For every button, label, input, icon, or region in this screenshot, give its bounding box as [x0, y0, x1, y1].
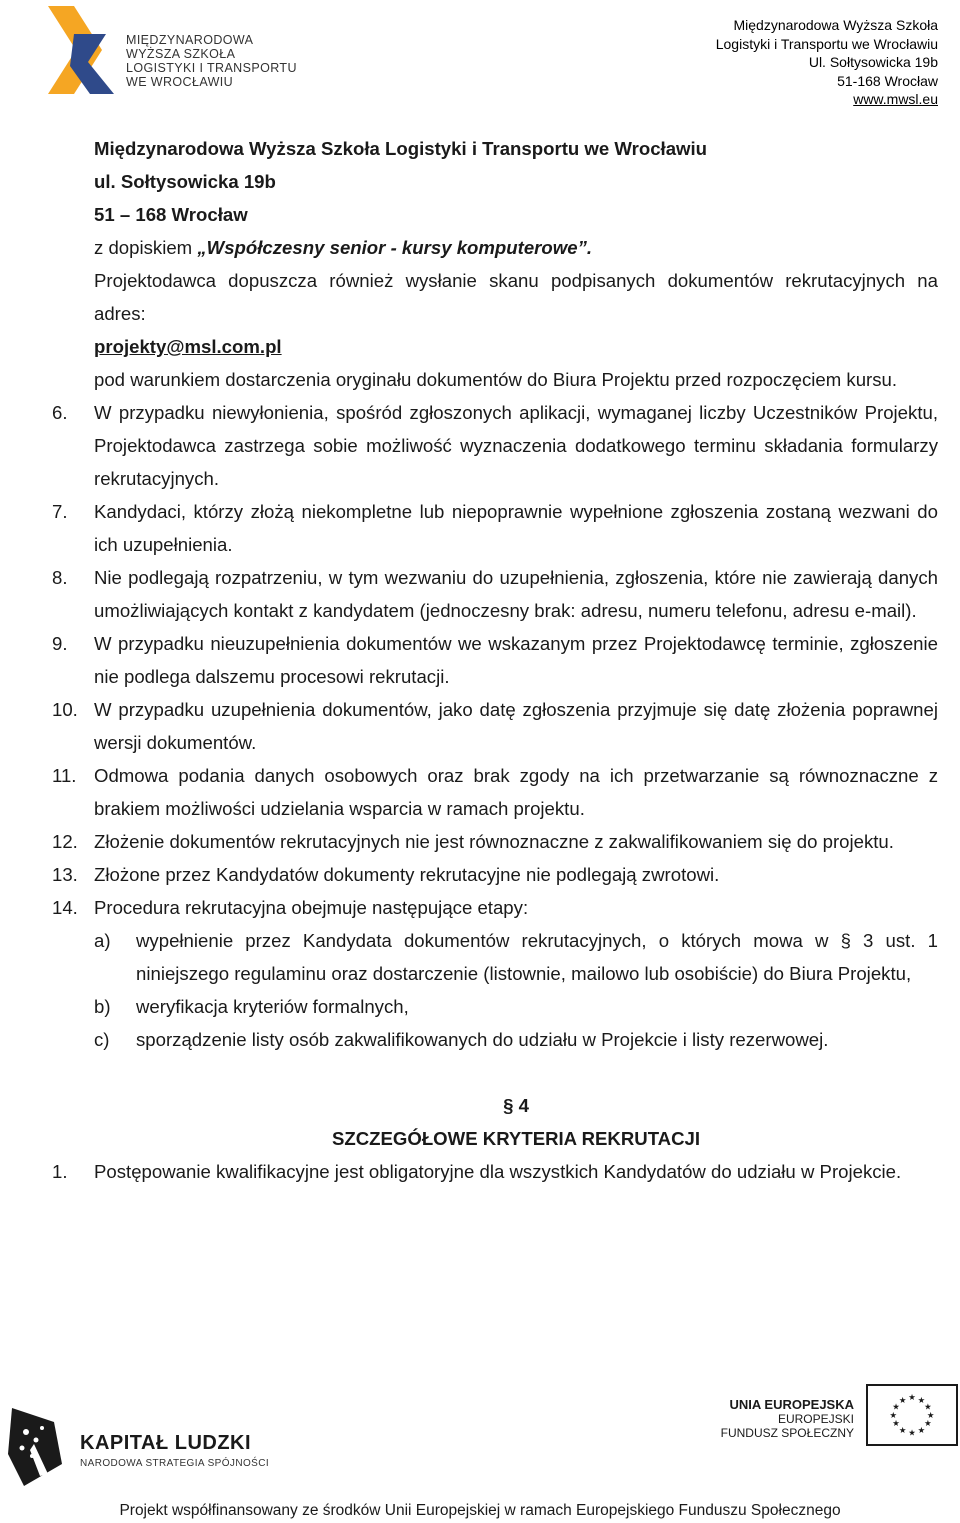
- item-number: 14.: [52, 897, 78, 918]
- address-street: ul. Sołtysowicka 19b: [94, 171, 276, 192]
- document-body: [52, 132, 938, 1188]
- eu-line: FUNDUSZ SPOŁECZNY: [720, 1426, 854, 1440]
- svg-text:★: ★: [908, 1392, 916, 1403]
- numbered-list: [52, 396, 938, 1056]
- list-item: [52, 858, 938, 891]
- list-item: [52, 396, 938, 495]
- item-text: Postępowanie kwalifikacyjne jest obligatoryjne dla wszystkich Kandydatów do udziału w Projekcie.: [94, 1161, 902, 1182]
- item-number: 12.: [52, 831, 78, 852]
- list-item: [52, 825, 938, 858]
- svg-text:★: ★: [892, 1401, 900, 1412]
- website-link[interactable]: www.mwsl.eu: [853, 91, 938, 107]
- svg-text:★: ★: [917, 1394, 926, 1405]
- svg-text:★: ★: [898, 1424, 907, 1435]
- address-line: Ul. Sołtysowicka 19b: [808, 54, 938, 70]
- logo-line: LOGISTYKI I TRANSPORTU: [126, 61, 297, 75]
- note-prefix: z dopiskiem: [94, 237, 198, 258]
- eu-line: EUROPEJSKI: [777, 1412, 854, 1426]
- university-logo-text: [126, 33, 297, 89]
- item-text: W przypadku nieuzupełnienia dokumentów we wskazanym przez Projektodawcę terminie, zgłoszenie nie podlega dalszemu procesowi rekrutacji.: [94, 633, 938, 687]
- list-item: [52, 627, 938, 693]
- list-item: [52, 561, 938, 627]
- header-address: [716, 16, 938, 109]
- cofinancing-note: Projekt współfinansowany ze środków Unii Europejskiej w ramach Europejskiego Funduszu Społecznego: [119, 1502, 841, 1519]
- eu-label: [721, 1398, 854, 1440]
- logo-line: WYŻSZA SZKOŁA: [126, 47, 236, 61]
- sub-item: [94, 990, 938, 1023]
- svg-text:★: ★: [908, 1427, 916, 1438]
- scan-paragraph: Projektodawca dopuszcza również wysłanie skanu podpisanych dokumentów rekrutacyjnych na adres:: [94, 270, 938, 324]
- kl-title: KAPITAŁ LUDZKI: [80, 1432, 252, 1454]
- section-number: § 4: [503, 1095, 529, 1116]
- item-text: W przypadku uzupełnienia dokumentów, jako datę zgłoszenia przyjmuje się datę złożenia poprawnej wersji dokumentów.: [94, 699, 938, 753]
- section-list: [52, 1155, 938, 1188]
- note-title: „Współczesny senior - kursy komputerowe”.: [197, 237, 593, 258]
- address-line: 51-168 Wrocław: [837, 72, 938, 89]
- svg-text:★: ★: [917, 1424, 926, 1435]
- sub-item: [94, 1023, 938, 1056]
- item-text: W przypadku niewyłonienia, spośród zgłoszonych aplikacji, wymaganej liczby Uczestników Projektu, Projektodawca zastrzega sobie możliwość wyznaczenia dodatkowego terminu składania formularzy rekrutacyjnych.: [94, 402, 938, 489]
- item-number: 9.: [52, 633, 68, 654]
- page-header: [0, 0, 960, 120]
- recipient-address: [94, 132, 938, 231]
- sub-text: wypełnienie przez Kandydata dokumentów rekrutacyjnych, o których mowa w § 3 ust. 1 niniejszego regulaminu oraz dostarczenie (listownie, mailowo lub osobiście) do Biura Projektu,: [136, 930, 938, 984]
- list-item: [52, 891, 938, 924]
- item-number: 10.: [52, 699, 78, 720]
- email-link[interactable]: projekty@msl.com.pl: [94, 336, 282, 357]
- section-title: SZCZEGÓŁOWE KRYTERIA REKRUTACJI: [331, 1128, 701, 1149]
- list-item: [52, 693, 938, 759]
- item-text: Procedura rekrutacyjna obejmuje następujące etapy:: [94, 897, 529, 918]
- sub-letter: a): [94, 930, 111, 951]
- university-logo-icon: [44, 4, 120, 96]
- page-footer: [0, 1380, 960, 1523]
- list-item: [52, 759, 938, 825]
- svg-text:★: ★: [924, 1418, 932, 1429]
- svg-text:★: ★: [924, 1401, 932, 1412]
- sub-letter: b): [94, 996, 111, 1017]
- address-name: Międzynarodowa Wyższa Szkoła Logistyki i Transportu we Wrocławiu: [94, 138, 708, 159]
- item-number: 13.: [52, 864, 78, 885]
- item-number: 8.: [52, 567, 68, 588]
- item-text: Złożone przez Kandydatów dokumenty rekrutacyjne nie podlegają zwrotowi.: [94, 864, 720, 885]
- address-line: Logistyki i Transportu we Wrocławiu: [715, 35, 938, 52]
- sub-letter: c): [94, 1029, 110, 1050]
- svg-text:★: ★: [898, 1394, 907, 1405]
- item-number: 6.: [52, 402, 68, 423]
- kapital-ludzki-logo-icon: [4, 1404, 76, 1490]
- item-text: Złożenie dokumentów rekrutacyjnych nie jest równoznaczne z zakwalifikowaniem się do projektu.: [94, 831, 894, 852]
- address-line: Międzynarodowa Wyższa Szkoła: [733, 17, 938, 33]
- condition-paragraph: pod warunkiem dostarczenia oryginału dokumentów do Biura Projektu przed rozpoczęciem kursu.: [94, 369, 898, 390]
- svg-text:★: ★: [889, 1409, 898, 1420]
- eu-flag-icon: [866, 1384, 958, 1446]
- list-item: [52, 1155, 938, 1188]
- item-text: Odmowa podania danych osobowych oraz brak zgody na ich przetwarzanie są równoznaczne z brakiem możliwości udzielania wsparcia w ramach projektu.: [94, 765, 938, 819]
- eu-line: UNIA EUROPEJSKA: [729, 1397, 854, 1412]
- svg-text:★: ★: [926, 1409, 935, 1420]
- logo-line: WE WROCŁAWIU: [126, 75, 234, 89]
- item-number: 1.: [52, 1161, 68, 1182]
- item-text: Kandydaci, którzy złożą niekompletne lub niepoprawnie wypełnione zgłoszenia zostaną wezwani do ich uzupełnienia.: [94, 501, 938, 555]
- sub-item: [94, 924, 938, 990]
- kl-subtitle: NARODOWA STRATEGIA SPÓJNOŚCI: [80, 1458, 270, 1469]
- address-city: 51 – 168 Wrocław: [94, 204, 248, 225]
- logo-line: MIĘDZYNARODOWA: [126, 33, 254, 47]
- envelope-note: [94, 231, 938, 264]
- sub-text: weryfikacja kryteriów formalnych,: [136, 996, 409, 1017]
- item-number: 11.: [52, 765, 77, 786]
- sub-text: sporządzenie listy osób zakwalifikowanych do udziału w Projekcie i listy rezerwowej.: [136, 1029, 829, 1050]
- item-text: Nie podlegają rozpatrzeniu, w tym wezwaniu do uzupełnienia, zgłoszenia, które nie zawierają danych umożliwiających kontakt z kandydatem (jednoczesny brak: adresu, numeru telefonu, adresu e-mail).: [94, 567, 938, 621]
- svg-text:★: ★: [892, 1418, 900, 1429]
- list-item: [52, 495, 938, 561]
- item-number: 7.: [52, 501, 68, 522]
